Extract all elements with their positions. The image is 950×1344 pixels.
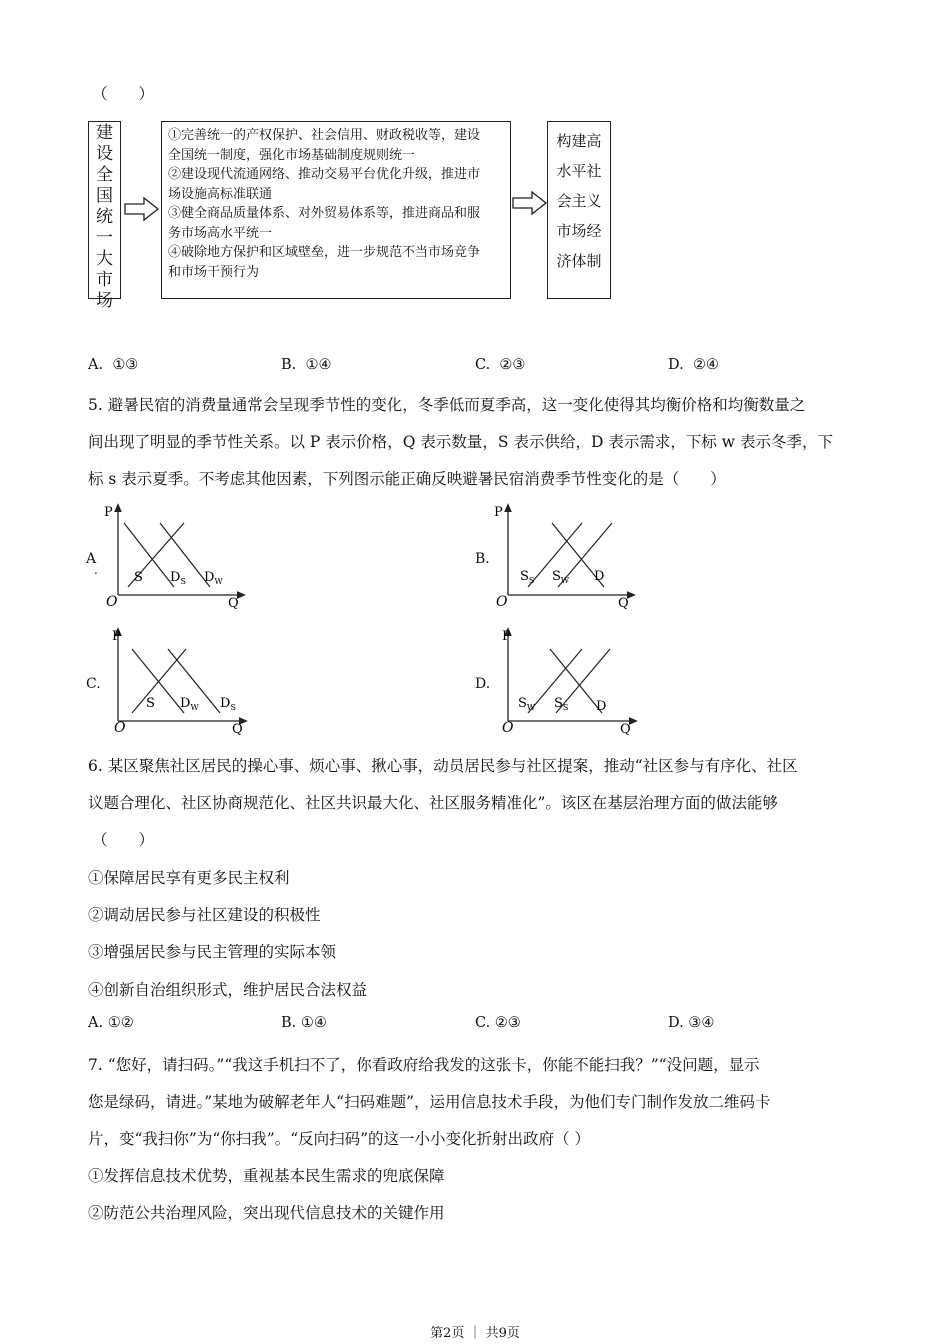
chart-b-curve-label-2: $S_W$ [552,569,570,585]
q6-item-1: ①保障居民享有更多民主权利 [88,869,290,887]
q6-option-b[interactable]: B. ①④ [281,1015,327,1031]
diagram-left-char: 建 [96,123,113,143]
diagram-right-line: 市场经 [556,222,602,240]
diagram-right-box [547,121,611,299]
diagram-right-line: 济体制 [556,252,602,270]
q6-line-2: 议题合理化、社区协商规范化、社区共识最大化、社区服务精准化”。该区在基层治理方面的做法能够 [88,794,778,812]
q6-line-3: （ ） [92,831,155,849]
chart-c-curve-label-3: $D_S$ [220,696,236,712]
diagram-middle-line: 务市场高水平统一 [168,225,273,241]
q6-item-2: ②调动居民参与社区建设的积极性 [88,906,321,924]
q7-line-1: 7. “您好，请扫码。”“我这手机扫不了，你看政府给我发的这张卡，你能不能扫我？”“没问题，显示 [88,1056,760,1074]
diagram-middle-box [161,121,511,299]
diagram-middle-line: ④破除地方保护和区域壁垒，进一步规范不当市场竞争 [168,245,481,260]
chart-a-curve-label-3: $D_W$ [204,570,223,586]
q7-item-2: ②防范公共治理风险，突出现代信息技术的关键作用 [88,1204,445,1222]
chart-c-curve-label-1: S [146,696,155,711]
q4-paren: （ ） [92,85,155,103]
q6-item-3: ③增强居民参与民主管理的实际本领 [88,943,337,961]
chart-a-o: O [106,594,118,610]
chart-c-o: O [114,720,126,736]
chart-d-q: Q [620,722,631,737]
diagram-right-line: 构建高 [556,132,602,150]
diagram-left-char: 设 [96,144,113,164]
diagram-right-line: 会主义 [556,192,602,210]
chart-a-curve-label-1: S [134,570,143,585]
chart-d-curve-label-1: $S_W$ [518,696,536,712]
chart-a-label[interactable]: A [86,551,97,567]
diagram-right-text [548,122,610,276]
q4-option-d[interactable]: D. ②④ [668,357,719,373]
chart-a-curve-1 [124,523,174,587]
chart-c-q: Q [232,722,243,737]
diagram-left-char: 场 [96,291,113,311]
diagram-left-char: 一 [96,228,113,248]
q4-option-c[interactable]: C. ②③ [475,357,526,373]
q5-line-1: 5. 避暑民宿的消费量通常会呈现季节性的变化，冬季低而夏季高，这一变化使得其均衡价格和均衡数量之 [88,396,806,414]
q5-line-3: 标 s 表示夏季。不考虑其他因素，下列图示能正确反映避暑民宿消费季节性变化的是（ ） [88,470,726,488]
q7-line-2: 您是绿码，请进。”某地为破解老年人“扫码难题”，运用信息技术手段，为他们专门制作发放二维码卡 [88,1093,771,1111]
q4-option-b[interactable]: B. ①④ [281,357,332,373]
diagram-left-text [89,122,120,312]
q4-option-a[interactable]: A. ①③ [88,357,139,373]
diagram-middle-line: ②建设现代流通网络、推动交易平台优化升级，推进市 [168,167,481,182]
q6-line-1: 6. 某区聚焦社区居民的操心事、烦心事、揪心事，动员居民参与社区提案，推动“社区参与有序化、社区 [88,757,798,775]
chart-b-p: P [494,505,503,520]
chart-b-label[interactable]: B. [475,551,490,567]
chart-a-p: P [104,505,113,520]
chart-c-curve-label-2: $D_W$ [180,696,199,712]
diagram-left-char: 国 [96,186,113,206]
chart-d-curve-label-2: $S_S$ [554,696,569,712]
chart-b [492,503,642,613]
diagram-left-char: 全 [96,165,113,185]
chart-a-curve-label-2: $D_S$ [170,570,186,586]
diagram-left-char: 市 [96,270,113,290]
chart-a-dot: . [94,563,98,577]
diagram-middle-line: 和市场干预行为 [168,264,260,280]
chart-d-p: P [502,629,511,644]
diagram-middle-line: 场设施高标准联通 [168,186,273,202]
page-footer: 第2页 ｜ 共9页 [430,1326,520,1341]
q7-item-1: ①发挥信息技术优势，重视基本民生需求的兜底保障 [88,1167,445,1185]
q6-item-4: ④创新自治组织形式，维护居民合法权益 [88,981,368,999]
arrow-right-icon-2 [512,190,548,216]
diagram-left-box [88,121,121,311]
diagram-middle-line: 全国统一制度，强化市场基础制度规则统一 [168,147,416,163]
diagram-right-line: 水平社 [556,162,602,180]
chart-b-o: O [496,594,508,610]
chart-d-label[interactable]: D. [475,676,491,692]
chart-a-q: Q [228,596,239,611]
chart-b-curve-label-1: $S_S$ [520,569,535,585]
chart-b-q: Q [618,596,629,611]
chart-b-curve-label-3: D [594,569,605,584]
arrow-right-icon [124,196,160,222]
chart-c-label[interactable]: C. [86,676,101,692]
diagram-middle-line: ①完善统一的产权保护、社会信用、财政税收等，建设 [168,128,481,143]
chart-d [492,627,642,739]
chart-d-curve-label-3: D [596,699,607,714]
q6-option-a[interactable]: A. ①② [88,1015,134,1031]
q7-line-3: 片，变“我扫你”为“你扫我”。“反向扫码”的这一小小变化折射出政府（ ） [88,1130,590,1148]
diagram-left-char: 大 [96,249,113,269]
diagram-middle-text [162,122,510,286]
chart-c-p: P [112,629,121,644]
diagram-left-char: 统 [96,207,113,227]
q6-option-c[interactable]: C. ②③ [475,1015,521,1031]
q6-option-d[interactable]: D. ③④ [668,1015,715,1031]
diagram-middle-line: ③健全商品质量体系、对外贸易体系等，推进商品和服 [168,206,481,221]
chart-a [102,503,252,613]
chart-d-o: O [502,720,514,736]
chart-c [102,627,252,739]
q5-line-2: 间出现了明显的季节性关系。以 P 表示价格，Q 表示数量，S 表示供给，D 表示需求，下标 w 表示冬季，下 [88,433,833,451]
